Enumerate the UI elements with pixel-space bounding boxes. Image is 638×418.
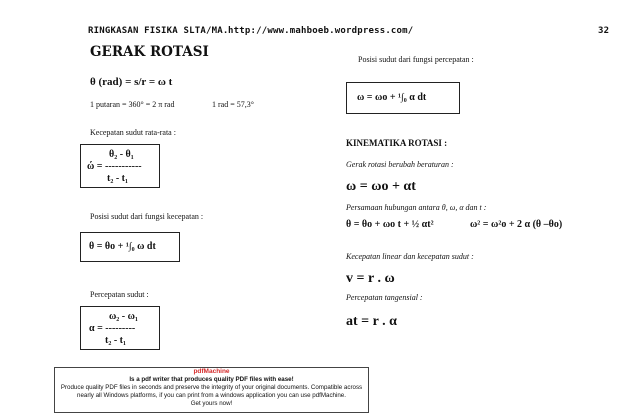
conversion-radian: 1 rad = 57,3° bbox=[212, 100, 254, 109]
pdfmachine-banner[interactable] bbox=[54, 367, 369, 413]
eq-omega-squared: ω² = ω²o + 2 α (θ –θo) bbox=[470, 219, 563, 230]
header-title: RINGKASAN FISIKA SLTA/MA. bbox=[88, 26, 229, 36]
pos-accel-label: Posisi sudut dari fungsi percepatan : bbox=[358, 55, 474, 64]
avg-speed-label: Kecepatan sudut rata-rata : bbox=[90, 128, 176, 137]
uniform-rotation-label: Gerak rotasi berubah beraturan : bbox=[346, 160, 454, 169]
pos-speed-eq: θ = θo + ¹∫₀ ω dt bbox=[89, 241, 156, 252]
pos-speed-label: Posisi sudut dari fungsi kecepatan : bbox=[90, 212, 204, 221]
eq-theta: θ (rad) = s/r = ω t bbox=[90, 76, 173, 88]
header-url[interactable]: http://www.mahboeb.wordpress.com/ bbox=[228, 26, 414, 36]
angular-accel-label: Percepatan sudut : bbox=[90, 290, 149, 299]
eq-theta-t: θ = θo + ωo t + ½ αt² bbox=[346, 219, 434, 230]
eq-omega: ω = ωo + αt bbox=[346, 179, 416, 194]
pos-speed-formula-box bbox=[80, 232, 180, 262]
avg-speed-denominator: t₂ - t₁ bbox=[107, 173, 128, 184]
pos-accel-formula-box bbox=[346, 82, 460, 114]
avg-speed-numerator: θ₂ - θ₁ bbox=[109, 149, 134, 160]
avg-speed-formula-box bbox=[80, 144, 160, 188]
accel-numerator: ω₂ - ω₁ bbox=[109, 311, 138, 322]
accel-denominator: t₂ - t₁ bbox=[105, 335, 126, 346]
tangential-accel-label: Percepatan tangensial : bbox=[346, 293, 423, 302]
section-heading: GERAK ROTASI bbox=[90, 44, 209, 60]
eq-at: at = r . α bbox=[346, 314, 397, 329]
banner-line-1: Is a pdf writer that produces quality PDF files with ease! bbox=[129, 376, 294, 383]
linear-speed-label: Kecepatan linear dan kecepatan sudut : bbox=[346, 252, 474, 261]
page-number: 32 bbox=[598, 26, 610, 36]
angular-accel-formula-box bbox=[80, 306, 160, 350]
accel-lhs: α = --------- bbox=[89, 323, 136, 334]
relation-label: Persamaan hubungan antara θ, ω, α dan t : bbox=[346, 203, 487, 212]
banner-brand: pdfMachine bbox=[193, 368, 230, 375]
eq-v: v = r . ω bbox=[346, 271, 395, 286]
kinematics-heading: KINEMATIKA ROTASI : bbox=[346, 138, 448, 148]
banner-line-4: Get yours now! bbox=[190, 400, 233, 407]
pos-accel-eq: ω = ωo + ¹∫₀ α dt bbox=[357, 92, 427, 103]
avg-speed-lhs: ώ = ----------- bbox=[87, 161, 142, 172]
banner-line-2: Produce quality PDF files in seconds and preserve the integrity of your original documents. Compatible across bbox=[60, 384, 363, 391]
conversion-revolution: 1 putaran = 360° = 2 π rad bbox=[90, 100, 175, 109]
banner-line-3: nearly all Windows platforms, if you can print from a windows application you can use pdfMachine. bbox=[77, 392, 346, 399]
